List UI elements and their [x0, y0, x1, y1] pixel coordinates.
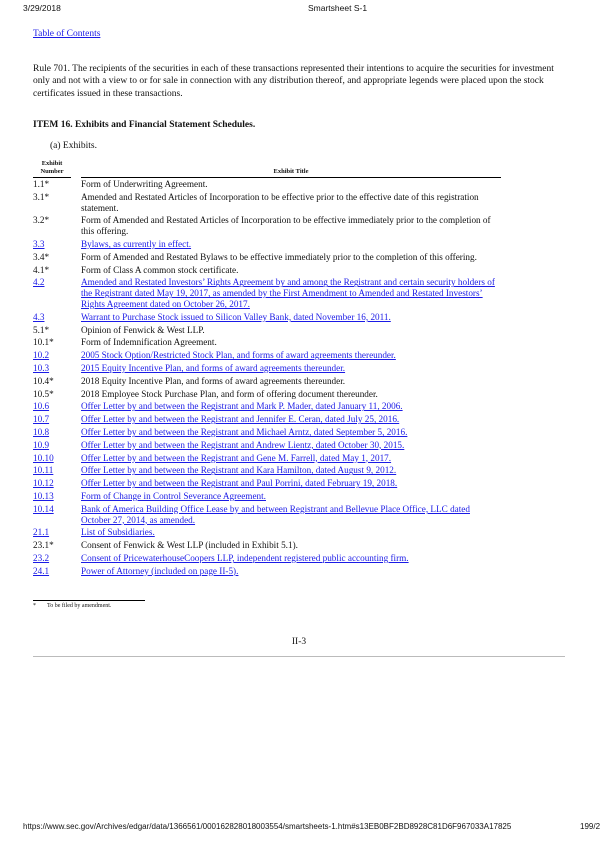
footnote-mark: * [33, 602, 36, 609]
exhibit-number[interactable]: 10.10 [33, 452, 54, 463]
table-row [33, 439, 501, 452]
table-row [33, 565, 501, 578]
column-gap [71, 439, 81, 452]
exhibit-title[interactable]: Amended and Restated Investors’ Rights Agreement by and among the Registrant and certain security holders of the Registrant dated May 19, 2017, as amended by the First Amendment to Amended and Restated Investors’ Rights Agreement dated on October 26, 2017. [81, 277, 495, 309]
exhibit-title: Consent of Fenwick & West LLP (included in Exhibit 5.1). [81, 540, 298, 551]
exhibit-title: Form of Class A common stock certificate. [81, 264, 239, 275]
exhibit-title: Form of Indemnification Agreement. [81, 337, 217, 348]
table-of-contents-link[interactable]: Table of Contents [33, 29, 101, 39]
exhibit-number: 3.1* [33, 191, 50, 202]
column-gap [71, 191, 81, 215]
table-row [33, 238, 501, 251]
document-title: Smartsheet S-1 [308, 3, 368, 13]
exhibit-number: 5.1* [33, 324, 50, 335]
exhibit-title[interactable]: Offer Letter by and between the Registrant and Mark P. Mader, dated January 11, 2006. [81, 401, 403, 412]
table-row [33, 214, 501, 238]
column-gap [71, 565, 81, 578]
exhibit-number[interactable]: 3.3 [33, 238, 45, 249]
exhibit-title: 2018 Employee Stock Purchase Plan, and form of offering document thereunder. [81, 388, 378, 399]
exhibit-title: Form of Amended and Restated Articles of Incorporation to be effective immediately prior to the completion of this offering. [81, 215, 491, 237]
exhibits-subheading: (a) Exhibits. [50, 141, 97, 151]
footnote [33, 602, 565, 610]
exhibit-number[interactable]: 21.1 [33, 527, 50, 538]
exhibit-title[interactable]: Offer Letter by and between the Registrant and Paul Porrini, dated February 19, 2018. [81, 478, 398, 489]
footnote-divider [33, 600, 145, 601]
exhibit-number[interactable]: 23.2 [33, 552, 50, 563]
column-gap [71, 526, 81, 539]
table-row [33, 526, 501, 539]
column-gap [71, 426, 81, 439]
column-gap [71, 400, 81, 413]
column-gap [71, 336, 81, 349]
exhibit-number: 1.1* [33, 179, 50, 189]
table-row [33, 264, 501, 277]
exhibit-number[interactable]: 10.3 [33, 362, 50, 373]
table-row [33, 539, 501, 552]
footer-page-count: 199/2 [580, 822, 600, 831]
exhibit-title[interactable]: Warrant to Purchase Stock issued to Silicon Valley Bank, dated November 16, 2011. [81, 311, 391, 322]
exhibit-title: 2018 Equity Incentive Plan, and forms of award agreements thereunder. [81, 375, 346, 386]
table-row [33, 426, 501, 439]
column-gap [71, 388, 81, 401]
item-16-heading: ITEM 16. Exhibits and Financial Statement Schedules. [33, 120, 256, 130]
exhibit-number: 3.2* [33, 215, 50, 226]
print-date: 3/29/2018 [23, 3, 61, 13]
column-gap [71, 324, 81, 337]
column-gap [71, 413, 81, 426]
column-gap [71, 276, 81, 310]
table-row [33, 375, 501, 388]
table-row [33, 477, 501, 490]
column-header-title: Exhibit Title [81, 160, 501, 178]
exhibit-number: 4.1* [33, 264, 50, 275]
exhibit-number[interactable]: 10.13 [33, 490, 54, 501]
column-gap [71, 539, 81, 552]
exhibit-number[interactable]: 10.9 [33, 439, 50, 450]
column-gap [71, 452, 81, 465]
exhibit-number[interactable]: 10.6 [33, 401, 50, 412]
column-header-number: Exhibit Number [33, 160, 71, 178]
exhibit-number[interactable]: 10.2 [33, 350, 50, 361]
table-row [33, 388, 501, 401]
exhibit-title[interactable]: 2015 Equity Incentive Plan, and forms of award agreements thereunder. [81, 362, 346, 373]
table-row [33, 276, 501, 310]
exhibit-number: 10.1* [33, 337, 54, 348]
table-row [33, 464, 501, 477]
table-row [33, 552, 501, 565]
footnote-text: To be filed by amendment. [47, 602, 112, 609]
exhibit-title[interactable]: Offer Letter by and between the Registrant and Andrew Lientz, dated October 30, 2015. [81, 439, 405, 450]
column-gap [71, 238, 81, 251]
exhibit-title[interactable]: Offer Letter by and between the Registrant and Gene M. Farrell, dated May 1, 2017. [81, 452, 392, 463]
exhibits-section [33, 160, 565, 657]
exhibit-number[interactable]: 4.2 [33, 277, 45, 288]
exhibit-number: 10.4* [33, 375, 54, 386]
exhibit-title[interactable]: Bank of America Building Office Lease by and between Registrant and Bellevue Place Office, LLC dated October 27, 2014, as amended. [81, 503, 470, 525]
page-number: II-3 [291, 636, 307, 647]
exhibit-title[interactable]: Offer Letter by and between the Registrant and Kara Hamilton, dated August 9, 2012. [81, 465, 397, 476]
column-gap [71, 349, 81, 362]
column-gap [71, 375, 81, 388]
page-divider [33, 656, 565, 657]
column-gap [71, 214, 81, 238]
column-gap [71, 490, 81, 503]
table-row [33, 178, 501, 191]
column-gap [71, 311, 81, 324]
rule-701-paragraph: Rule 701. The recipients of the securities in each of these transactions represented their intentions to acquire the securities for investment only and not with a view to or for sale in connection with any distribution thereof, and appropriate legends were placed upon the stock certificates issued in these transactions. [33, 64, 554, 99]
exhibit-title: Form of Amended and Restated Bylaws to be effective immediately prior to the completion of this offering. [81, 251, 477, 262]
exhibit-number: 23.1* [33, 540, 54, 551]
exhibit-title: Opinion of Fenwick & West LLP. [81, 324, 205, 335]
column-gap [71, 264, 81, 277]
table-row [33, 503, 501, 527]
table-row [33, 336, 501, 349]
exhibit-number[interactable]: 10.7 [33, 414, 50, 425]
exhibit-title[interactable]: Consent of PricewaterhouseCoopers LLP, independent registered public accounting firm. [81, 552, 409, 563]
exhibit-title: Amended and Restated Articles of Incorporation to be effective prior to the effective date of this registration statement. [81, 191, 479, 213]
exhibit-number: 3.4* [33, 251, 50, 262]
table-row [33, 191, 501, 215]
table-row [33, 251, 501, 264]
column-gap [71, 552, 81, 565]
exhibit-title[interactable]: Power of Attorney (included on page II-5). [81, 565, 239, 576]
exhibit-title[interactable]: Offer Letter by and between the Registrant and Jennifer E. Ceran, dated July 25, 2016. [81, 414, 400, 425]
column-gap [71, 178, 81, 191]
exhibit-number[interactable]: 10.12 [33, 478, 54, 489]
table-row [33, 413, 501, 426]
exhibit-number: 10.5* [33, 388, 54, 399]
exhibit-number[interactable]: 4.3 [33, 311, 45, 322]
exhibit-title[interactable]: Form of Change in Control Severance Agreement. [81, 490, 266, 501]
table-row [33, 400, 501, 413]
column-gap [71, 251, 81, 264]
column-gap [71, 362, 81, 375]
exhibit-title[interactable]: Offer Letter by and between the Registrant and Michael Arntz, dated September 5, 2016. [81, 426, 408, 437]
table-row [33, 311, 501, 324]
exhibit-title[interactable]: 2005 Stock Option/Restricted Stock Plan, and forms of award agreements thereunder. [81, 350, 396, 361]
exhibit-number[interactable]: 10.11 [33, 465, 54, 476]
table-row [33, 324, 501, 337]
exhibit-number[interactable]: 24.1 [33, 565, 50, 576]
exhibit-number[interactable]: 10.14 [33, 503, 54, 514]
exhibit-title[interactable]: List of Subsidiaries. [81, 527, 155, 538]
table-row [33, 362, 501, 375]
exhibits-table [33, 160, 501, 578]
table-row [33, 452, 501, 465]
footer-url: https://www.sec.gov/Archives/edgar/data/1366561/000162828018003554/smartsheets-1.htm#s13EB0BF2BD8928C81D6F967033A17825 [23, 822, 512, 831]
column-gap [71, 464, 81, 477]
exhibit-number[interactable]: 10.8 [33, 426, 50, 437]
column-gap [71, 477, 81, 490]
exhibit-title[interactable]: Bylaws, as currently in effect. [81, 238, 192, 249]
table-row [33, 490, 501, 503]
exhibit-title: Form of Underwriting Agreement. [81, 179, 208, 189]
table-row [33, 349, 501, 362]
column-gap [71, 160, 81, 178]
column-gap [71, 503, 81, 527]
